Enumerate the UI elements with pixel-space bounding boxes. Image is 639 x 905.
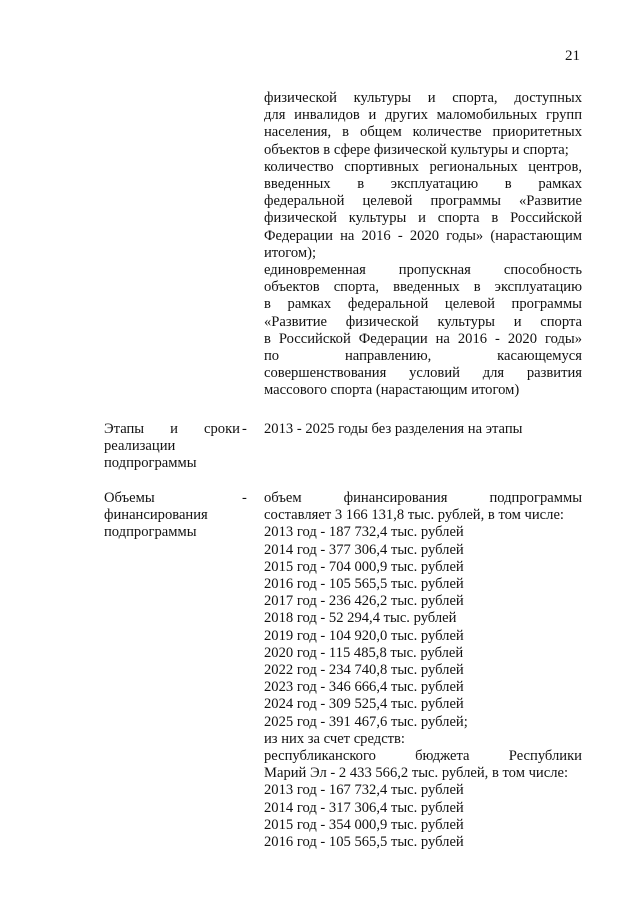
funding-label — [104, 490, 252, 542]
stages-label — [104, 421, 252, 473]
label-line: подпрограммы — [104, 455, 197, 472]
stages-value — [264, 421, 582, 438]
funding-year-item: 2014 год - 377 306,4 тыс. рублей — [264, 541, 464, 558]
republic-year-item: 2016 год - 105 565,5 тыс. рублей — [264, 834, 464, 851]
text-line: совершенствования условий для развития — [264, 365, 582, 382]
indicators-text — [264, 90, 582, 400]
funding-year-item: 2020 год - 115 485,8 тыс. рублей — [264, 644, 464, 661]
text-line: составляет 3 166 131,8 тыс. рублей, в том числе: — [264, 507, 564, 524]
text-line: федеральной целевой программы «Развитие — [264, 193, 582, 210]
text-line: объем финансирования подпрограммы — [264, 490, 582, 506]
text-line: итогом); — [264, 244, 317, 261]
label-line: финансирования — [104, 507, 208, 524]
funding-year-item: 2018 год - 52 294,4 тыс. рублей — [264, 610, 457, 627]
stages-dash: - — [242, 421, 247, 437]
label-line: Этапы и сроки — [104, 421, 240, 437]
text-line: для инвалидов и других маломобильных групп — [264, 107, 582, 124]
page-number: 21 — [565, 48, 580, 64]
text-line: объектов спорта, введенных в эксплуатацию — [264, 279, 582, 296]
text-line: 2013 - 2025 годы без разделения на этапы — [264, 421, 523, 437]
funding-year-item: 2019 год - 104 920,0 тыс. рублей — [264, 627, 464, 644]
funding-text — [264, 490, 582, 851]
text-line: по направлению, касающемуся — [264, 348, 582, 365]
label-line: реализации — [104, 438, 176, 455]
text-line: объектов в сфере физической культуры и спорта; — [264, 141, 569, 158]
text-line: республиканского бюджета Республики — [264, 748, 582, 765]
text-line: массового спорта (нарастающим итогом) — [264, 382, 520, 399]
funding-year-item: 2023 год - 346 666,4 тыс. рублей — [264, 679, 464, 696]
text-line: в Российской Федерации на 2016 - 2020 годы» — [264, 330, 582, 347]
funding-year-item: 2013 год - 187 732,4 тыс. рублей — [264, 524, 464, 541]
text-line: в рамках федеральной целевой программы — [264, 296, 582, 313]
text-line: Марий Эл - 2 433 566,2 тыс. рублей, в том числе: — [264, 765, 569, 782]
funding-year-item: 2016 год - 105 565,5 тыс. рублей — [264, 576, 464, 593]
text-line: введенных в эксплуатацию в рамках — [264, 176, 582, 193]
republic-year-item: 2015 год - 354 000,9 тыс. рублей — [264, 816, 464, 833]
funding-year-item: 2022 год - 234 740,8 тыс. рублей — [264, 662, 464, 679]
text-line: населения, в общем количестве приоритетных — [264, 124, 582, 141]
republic-year-item: 2013 год - 167 732,4 тыс. рублей — [264, 782, 464, 799]
text-line: «Развитие физической культуры и спорта — [264, 313, 582, 330]
label-line: Объемы — [104, 490, 155, 506]
text-line: Федерации на 2016 - 2020 годы» (нарастающим — [264, 227, 582, 244]
funding-dash: - — [242, 490, 247, 506]
funding-year-item: 2025 год - 391 467,6 тыс. рублей; — [264, 713, 468, 730]
text-line: физической культуры и спорта в Российской — [264, 210, 582, 227]
republic-year-item: 2014 год - 317 306,4 тыс. рублей — [264, 799, 464, 816]
funding-year-item: 2017 год - 236 426,2 тыс. рублей — [264, 593, 464, 610]
funding-year-item: 2015 год - 704 000,9 тыс. рублей — [264, 558, 464, 575]
text-line: количество спортивных региональных центров, — [264, 158, 582, 175]
text-line: физической культуры и спорта, доступных — [264, 90, 582, 106]
text-line: единовременная пропускная способность — [264, 262, 582, 279]
sources-intro: из них за счет средств: — [264, 730, 405, 747]
label-line: подпрограммы — [104, 524, 197, 541]
funding-year-item: 2024 год - 309 525,4 тыс. рублей — [264, 696, 464, 713]
